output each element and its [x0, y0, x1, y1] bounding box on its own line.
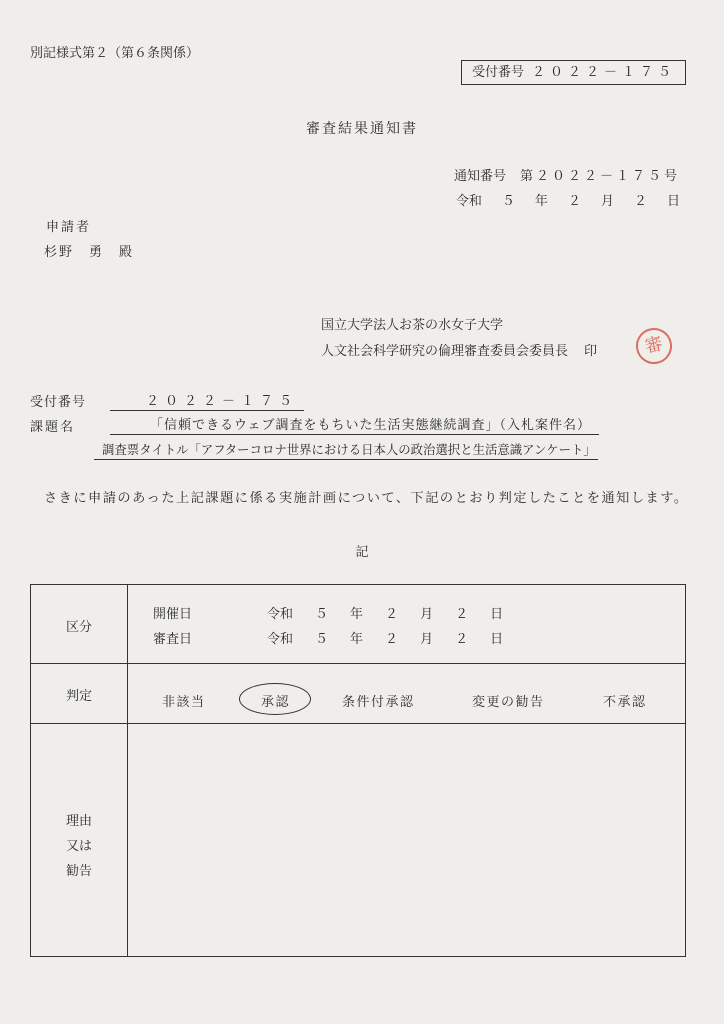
issuer-committee — [321, 340, 597, 359]
meeting-date-month-unit: 月 — [420, 607, 434, 622]
option-change-recommendation: 変更の勧告 — [472, 695, 545, 710]
option-conditional-approval: 条件付承認 — [342, 695, 415, 710]
review-date-era: 令和 — [267, 632, 294, 647]
notice-number-value: 第２０２２－１７５号 — [519, 169, 680, 184]
survey-title: 調査票タイトル「アフターコロナ世界における日本人の政治選択と生活意識アンケート」 — [94, 440, 598, 460]
meeting-date — [267, 603, 503, 622]
meeting-date-day-unit: 日 — [490, 607, 504, 622]
review-date-row — [153, 628, 504, 647]
notice-date-year-unit: 年 — [534, 194, 548, 209]
notice-date-day: ２ — [633, 194, 647, 209]
ki-heading: 記 — [355, 545, 369, 560]
seal-word: 印 — [584, 344, 598, 359]
red-seal-stamp: 審 — [633, 325, 676, 368]
reason-label — [31, 809, 127, 884]
notice-body-text: さきに申請のあった上記課題に係る実施計画について、下記のとおり判定したことを通知します。 — [44, 491, 689, 506]
option-not-approved: 不承認 — [603, 695, 647, 710]
reason-content-area — [128, 724, 685, 956]
receipt-number-box — [461, 60, 686, 85]
reason-label-line: 勧告 — [65, 864, 92, 879]
meeting-date-era: 令和 — [267, 607, 294, 622]
option-approved: 承認 — [261, 695, 291, 710]
review-result-table — [30, 584, 686, 957]
notice-date-day-unit: 日 — [666, 194, 680, 209]
table-row-divider — [31, 663, 685, 664]
issuer-organization: 国立大学法人お茶の水女子大学 — [321, 318, 504, 333]
subject-title-label: 課題名 — [30, 420, 76, 435]
notice-date — [456, 190, 680, 209]
category-label: 区分 — [65, 620, 92, 635]
notice-date-month: ２ — [567, 194, 581, 209]
subject-receipt-number: ２０２２－１７５ — [110, 390, 304, 411]
review-date-month: ２ — [385, 632, 399, 647]
notice-date-month-unit: 月 — [600, 194, 614, 209]
meeting-date-row — [153, 603, 504, 622]
reason-label-line: 理由 — [65, 814, 92, 829]
judgment-label: 判定 — [65, 689, 92, 704]
notice-number — [454, 165, 680, 184]
notice-date-era: 令和 — [455, 194, 482, 209]
review-date-year: ５ — [315, 632, 329, 647]
form-style-label: 別記様式第２（第６条関係） — [30, 46, 200, 61]
notice-number-label: 通知番号 — [453, 169, 506, 184]
option-not-applicable: 非該当 — [162, 695, 206, 710]
receipt-label: 受付番号 — [472, 65, 525, 80]
applicant-label: 申請者 — [46, 220, 92, 235]
review-date-year-unit: 年 — [350, 632, 364, 647]
review-date-day: ２ — [455, 632, 469, 647]
review-date-day-unit: 日 — [490, 632, 504, 647]
committee-title: 人文社会科学研究の倫理審査委員会委員長 — [321, 344, 569, 359]
meeting-date-label: 開催日 — [153, 607, 193, 622]
receipt-number: ２０２２－１７５ — [532, 65, 677, 80]
subject-title: 「信頼できるウェブ調査をもちいた生活実態継続調査」（入札案件名） — [110, 414, 599, 435]
meeting-date-day: ２ — [455, 607, 469, 622]
meeting-date-year: ５ — [315, 607, 329, 622]
applicant-name: 杉野 勇 殿 — [44, 245, 135, 260]
document-title: 審査結果通知書 — [306, 121, 418, 137]
meeting-date-month: ２ — [385, 607, 399, 622]
subject-receipt-label: 受付番号 — [30, 395, 87, 410]
reason-label-line: 又は — [65, 839, 92, 854]
notice-date-year: ５ — [501, 194, 515, 209]
review-date-label: 審査日 — [153, 632, 193, 647]
review-date-month-unit: 月 — [420, 632, 434, 647]
meeting-date-year-unit: 年 — [350, 607, 364, 622]
review-date — [267, 628, 503, 647]
